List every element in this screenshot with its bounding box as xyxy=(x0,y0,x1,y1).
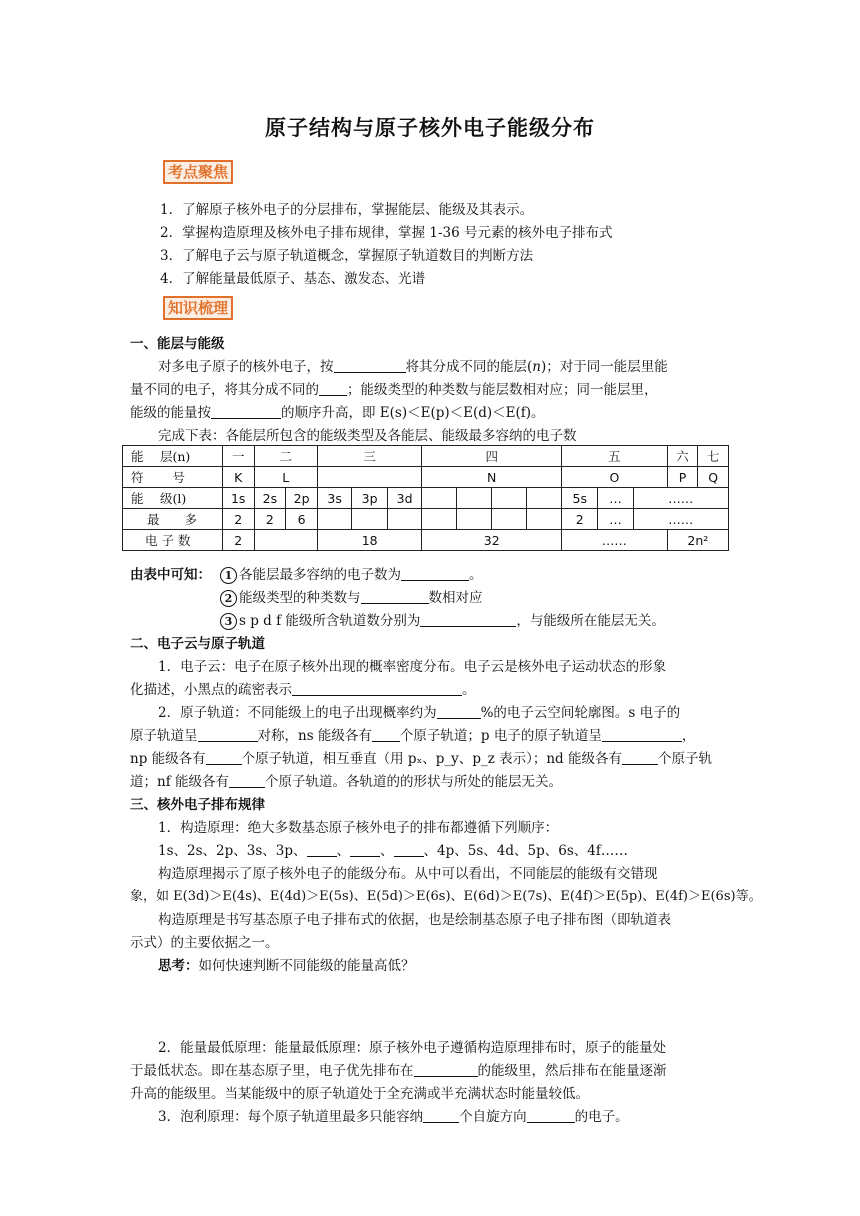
table-cell xyxy=(526,509,561,530)
paragraph-line: 于最低状态。即在基态原子里，电子优先排布在 的能级里，然后排布在能量逐渐 xyxy=(130,1063,667,1079)
section-heading-3: 三、核外电子排布规律 xyxy=(130,797,265,813)
row-label: 电 子 数 xyxy=(123,530,223,551)
aufbau-sequence: 1s、2s、2p、3s、3p、 、 、 、4p、5s、4d、5p、6s、4f…… xyxy=(158,843,628,859)
table-cell: …… xyxy=(633,509,728,530)
table-cell xyxy=(492,509,526,530)
paragraph-line: 象，如 E(3d)＞E(4s)、E(4d)＞E(5s)、E(5d)＞E(6s)、E(6d)＞E(7s)、E(4f)＞E(5p)、E(4f)＞E(6s)等。 xyxy=(130,889,762,904)
row-label: 最 多 xyxy=(123,509,223,530)
summary-line-2: 2 能级类型的种类数与 数相对应 xyxy=(220,586,483,607)
paragraph-line: 1．电子云：电子在原子核外出现的概率密度分布。电子云是核外电子运动状态的形象 xyxy=(158,659,667,675)
paragraph-line: 升高的能级里。当某能级中的原子轨道处于全充满或半充满状态时能量较低。 xyxy=(130,1086,589,1102)
table-cell: …… xyxy=(562,530,668,551)
table-cell: 3p xyxy=(352,488,387,509)
focus-item: 3．了解电子云与原子轨道概念，掌握原子轨道数目的判断方法 xyxy=(160,248,534,264)
table-cell: K xyxy=(222,467,254,488)
table-cell: 1s xyxy=(222,488,254,509)
table-cell: 3s xyxy=(317,488,351,509)
table-cell xyxy=(317,467,421,488)
energy-level-table xyxy=(122,445,729,551)
table-cell: 二 xyxy=(254,446,317,467)
row-label: 符 号 xyxy=(123,467,223,488)
table-cell xyxy=(456,509,491,530)
table-cell: 2n² xyxy=(667,530,728,551)
table-cell: 2 xyxy=(254,509,286,530)
paragraph-line: 量不同的电子，将其分成不同的 ；能级类型的种类数与能层数相对应；同一能层里， xyxy=(130,382,658,398)
focus-item: 2．掌握构造原理及核外电子排布规律，掌握 1-36 号元素的核外电子排布式 xyxy=(160,225,613,241)
paragraph-line: 3．泡利原理：每个原子轨道里最多只能容纳 个自旋方向 的电子。 xyxy=(158,1109,629,1125)
think-question: 思考：如何快速判断不同能级的能量高低？ xyxy=(158,958,415,974)
paragraph-line: 2．能量最低原理：能量最低原理：原子核外电子遵循构造原理排布时，原子的能量处 xyxy=(158,1040,667,1056)
paragraph-line: 道；nf 能级各有 个原子轨道。各轨道的的形状与所处的能层无关。 xyxy=(130,774,562,790)
table-cell xyxy=(254,530,317,551)
table-cell: 五 xyxy=(562,446,668,467)
table-cell: N xyxy=(422,467,562,488)
table-cell: 一 xyxy=(222,446,254,467)
table-cell xyxy=(352,509,387,530)
paragraph-line: 2．原子轨道：不同能级上的电子出现概率约为 %的电子云空间轮廓图。s 电子的 xyxy=(158,705,681,721)
table-cell: 四 xyxy=(422,446,562,467)
paragraph-line: 能级的能量按 的顺序升高，即 E(s)＜E(p)＜E(d)＜E(f)。 xyxy=(130,405,545,421)
section-heading-1: 一、能层与能级 xyxy=(130,336,225,352)
paragraph-line: np 能级各有 个原子轨道，相互垂直（用 pₓ、p_y、p_z 表示）；nd 能级各有 个原子轨 xyxy=(130,751,712,767)
table-cell: 七 xyxy=(698,446,729,467)
paragraph-line: 构造原理是书写基态原子电子排布式的依据，也是绘制基态原子电子排布图（即轨道表 xyxy=(158,912,671,928)
paragraph-line: 示式）的主要依据之一。 xyxy=(130,935,279,951)
row-label: 能 级(l) xyxy=(123,488,223,509)
table-cell: 32 xyxy=(422,530,562,551)
table-cell: Q xyxy=(698,467,729,488)
table-cell xyxy=(422,488,456,509)
section-heading-2: 二、电子云与原子轨道 xyxy=(130,636,265,652)
table-cell xyxy=(456,488,491,509)
table-cell xyxy=(317,509,351,530)
paragraph-line: 化描述，小黑点的疏密表示 。 xyxy=(130,682,476,698)
table-cell xyxy=(526,488,561,509)
table-cell: 2 xyxy=(222,530,254,551)
paragraph-line: 构造原理揭示了原子核外电子的能级分布。从中可以看出，不同能层的能级有交错现 xyxy=(158,866,658,882)
table-cell xyxy=(387,509,422,530)
table-cell xyxy=(492,488,526,509)
summary-line-1: 1 各能层最多容纳的电子数为 。 xyxy=(220,563,483,584)
focus-item: 4．了解能量最低原子、基态、激发态、光谱 xyxy=(160,271,426,287)
table-row xyxy=(123,446,729,467)
page-title: 原子结构与原子核外电子能级分布 xyxy=(265,116,595,140)
paragraph-line: 对多电子原子的核外电子，按 将其分成不同的能层(n)；对于同一能层里能 xyxy=(158,359,668,375)
table-cell: 5s xyxy=(562,488,598,509)
table-cell: 2 xyxy=(562,509,598,530)
focus-tag: 考点聚焦 xyxy=(163,160,233,184)
table-cell: 18 xyxy=(317,530,421,551)
table-intro: 完成下表：各能层所包含的能级类型及各能层、能级最多容纳的电子数 xyxy=(158,428,577,444)
table-cell: O xyxy=(562,467,668,488)
focus-item: 1．了解原子核外电子的分层排布，掌握能层、能级及其表示。 xyxy=(160,202,534,218)
paragraph-line: 原子轨道呈 对称，ns 能级各有 个原子轨道；p 电子的原子轨道呈 ， xyxy=(130,728,696,744)
table-cell: … xyxy=(598,488,633,509)
table-cell: 3d xyxy=(387,488,422,509)
paragraph-line: 1．构造原理：绝大多数基态原子核外电子的排布都遵循下列顺序： xyxy=(158,820,559,836)
table-cell: P xyxy=(667,467,698,488)
table-row xyxy=(123,488,729,509)
table-cell: 六 xyxy=(667,446,698,467)
table-cell: 6 xyxy=(286,509,318,530)
table-row xyxy=(123,467,729,488)
table-cell: 2s xyxy=(254,488,286,509)
table-row xyxy=(123,530,729,551)
table-cell: …… xyxy=(633,488,728,509)
table-cell: … xyxy=(598,509,633,530)
table-cell: 2p xyxy=(286,488,318,509)
table-cell: L xyxy=(254,467,317,488)
table-row xyxy=(123,509,729,530)
summary-line-3: 3 s p d f 能级所含轨道数分别为 ，与能级所在能层无关。 xyxy=(220,609,665,630)
table-cell xyxy=(422,509,456,530)
summary-lead: 由表中可知： xyxy=(130,567,211,583)
table-cell: 2 xyxy=(222,509,254,530)
row-label: 能 层(n) xyxy=(123,446,223,467)
knowledge-tag: 知识梳理 xyxy=(163,296,233,320)
table-cell: 三 xyxy=(317,446,421,467)
